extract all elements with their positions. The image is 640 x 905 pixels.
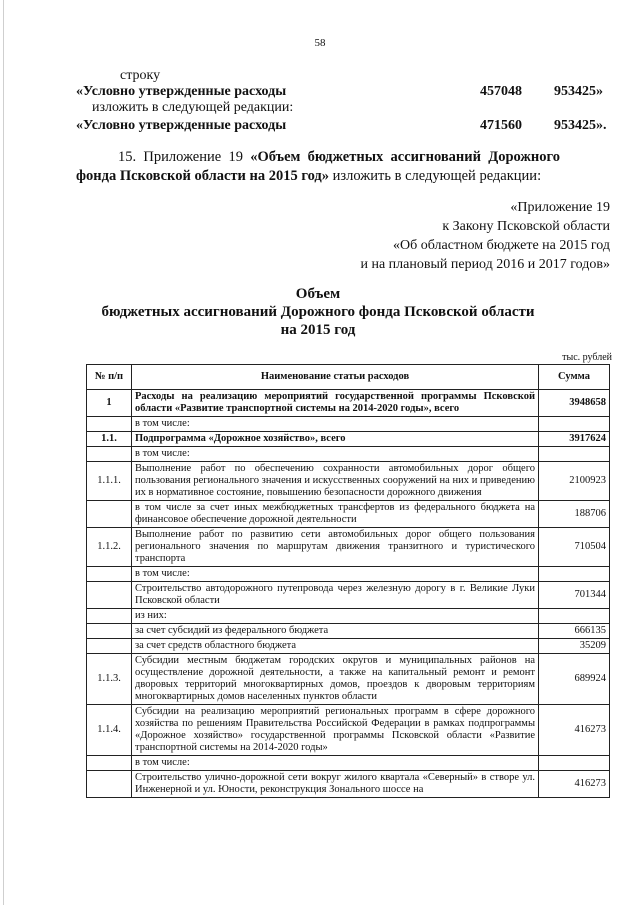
table-row: [87, 705, 610, 756]
row-num: 1.1.4.: [87, 705, 132, 756]
row-num: 1.1.3.: [87, 654, 132, 705]
table-row: [87, 609, 610, 624]
row-sum: [539, 567, 610, 582]
row-sum: 416273: [539, 771, 610, 798]
amendment-new-label: «Условно утвержденные расходы: [76, 118, 287, 133]
row-num: [87, 639, 132, 654]
row-name: в том числе:: [132, 567, 539, 582]
amendment-line-1: строку: [120, 68, 161, 83]
table-row: [87, 447, 610, 462]
appendix-line-1: «Приложение 19: [510, 200, 610, 215]
row-sum: 701344: [539, 582, 610, 609]
title-line-2: бюджетных ассигнований Дорожного фонда Псковской области: [101, 304, 535, 320]
row-sum: [539, 417, 610, 432]
row-sum: 666135: [539, 624, 610, 639]
row-name: из них:: [132, 609, 539, 624]
item-15-bold: «Объем бюджетных ассигнований Дорожного фонда Псковской области на 2015 год»: [76, 149, 560, 184]
row-sum: 710504: [539, 528, 610, 567]
row-num: [87, 567, 132, 582]
row-name: Субсидии на реализацию мероприятий региональных программ в сфере дорожного хозяйства по решениям Правительства Российской Федерации в рамках подпрограммы «Дорожное хозяйство» государственной программы Псковской области «Развитие транспортной системы на 2014-2020 годы»: [132, 705, 539, 756]
amendment-old-row: [76, 84, 603, 100]
appendix-line-4: и на плановый период 2016 и 2017 годов»: [360, 257, 610, 272]
row-name: Выполнение работ по развитию сети автомобильных дорог общего пользования регионального значения по маршрутам движения транзитного и туристического транспорта: [132, 528, 539, 567]
row-name: за счет средств областного бюджета: [132, 639, 539, 654]
row-num: [87, 582, 132, 609]
row-sum: 188706: [539, 501, 610, 528]
table-row: [87, 390, 610, 417]
row-sum: 3948658: [539, 390, 610, 417]
budget-table: [86, 364, 610, 798]
row-sum: 689924: [539, 654, 610, 705]
row-sum: 3917624: [539, 432, 610, 447]
amendment-new-row: [76, 118, 607, 134]
appendix-line-2: к Закону Псковской области: [442, 219, 610, 234]
row-name: в том числе:: [132, 756, 539, 771]
row-name: Строительство улично-дорожной сети вокруг жилого квартала «Северный» в створе ул. Инженерной и ул. Юности, реконструкция Зонального шоссе на: [132, 771, 539, 798]
row-name: в том числе:: [132, 417, 539, 432]
item-15-prefix: 15. Приложение 19: [118, 149, 251, 165]
header-sum: Сумма: [539, 365, 610, 390]
row-num: [87, 771, 132, 798]
row-num: 1: [87, 390, 132, 417]
table-row: [87, 462, 610, 501]
row-num: [87, 609, 132, 624]
scan-edge-line: [3, 0, 4, 905]
document-title: [76, 285, 560, 339]
row-sum: 2100923: [539, 462, 610, 501]
row-name: в том числе за счет иных межбюджетных трансфертов из федерального бюджета на финансовое обеспечение дорожной деятельности: [132, 501, 539, 528]
unit-label: тыс. рублей: [562, 352, 612, 363]
row-num: [87, 417, 132, 432]
row-name: Подпрограмма «Дорожное хозяйство», всего: [132, 432, 539, 447]
table-row: [87, 771, 610, 798]
row-num: [87, 501, 132, 528]
row-num: [87, 756, 132, 771]
row-sum: 35209: [539, 639, 610, 654]
table-row: [87, 639, 610, 654]
row-num: [87, 624, 132, 639]
table-row: [87, 756, 610, 771]
row-name: в том числе:: [132, 447, 539, 462]
table-row: [87, 501, 610, 528]
page-number: 58: [314, 37, 326, 49]
header-num: № п/п: [87, 365, 132, 390]
table-row: [87, 567, 610, 582]
table-header-row: [87, 365, 610, 390]
row-num: [87, 447, 132, 462]
title-line-3: на 2015 год: [280, 322, 356, 338]
row-sum: [539, 447, 610, 462]
row-name: Расходы на реализацию мероприятий государственной программы Псковской области «Развитие транспортной системы на 2014-2020 годы», всего: [132, 390, 539, 417]
table-row: [87, 582, 610, 609]
item-15-suffix: изложить в следующей редакции:: [329, 168, 542, 184]
table-row: [87, 528, 610, 567]
row-sum: [539, 756, 610, 771]
table-row: [87, 432, 610, 447]
row-num: 1.1.2.: [87, 528, 132, 567]
amendment-new-value-1: 471560: [480, 118, 522, 133]
appendix-header: [360, 198, 610, 274]
amendment-line-3: изложить в следующей редакции:: [92, 100, 294, 115]
amendment-old-value-2: 953425»: [554, 84, 603, 99]
row-num: 1.1.1.: [87, 462, 132, 501]
row-name: за счет субсидий из федерального бюджета: [132, 624, 539, 639]
amendment-old-value-1: 457048: [480, 84, 522, 99]
table-row: [87, 654, 610, 705]
row-sum: 416273: [539, 705, 610, 756]
title-line-1: Объем: [295, 286, 341, 302]
row-name: Строительство автодорожного путепровода через железную дорогу в г. Великие Луки Псковской области: [132, 582, 539, 609]
row-name: Субсидии местным бюджетам городских округов и муниципальных районов на осуществление дорожной деятельности, а также на капитальный ремонт и ремонт дворовых территорий многоквартирных домов, проездов к дворовым территориям многоквартирных домов населенных пунктов области: [132, 654, 539, 705]
item-15-paragraph: [76, 148, 560, 186]
table-row: [87, 417, 610, 432]
row-name: Выполнение работ по обеспечению сохранности автомобильных дорог общего пользования регионального значения и искусственных сооружений на них и приведению их в нормативное состояние, повышению безопасности дорожного движения: [132, 462, 539, 501]
header-name: Наименование статьи расходов: [132, 365, 539, 390]
amendment-new-value-2: 953425».: [554, 118, 607, 133]
appendix-line-3: «Об областном бюджете на 2015 год: [393, 238, 610, 253]
row-sum: [539, 609, 610, 624]
row-num: 1.1.: [87, 432, 132, 447]
table-row: [87, 624, 610, 639]
amendment-old-label: «Условно утвержденные расходы: [76, 84, 287, 99]
